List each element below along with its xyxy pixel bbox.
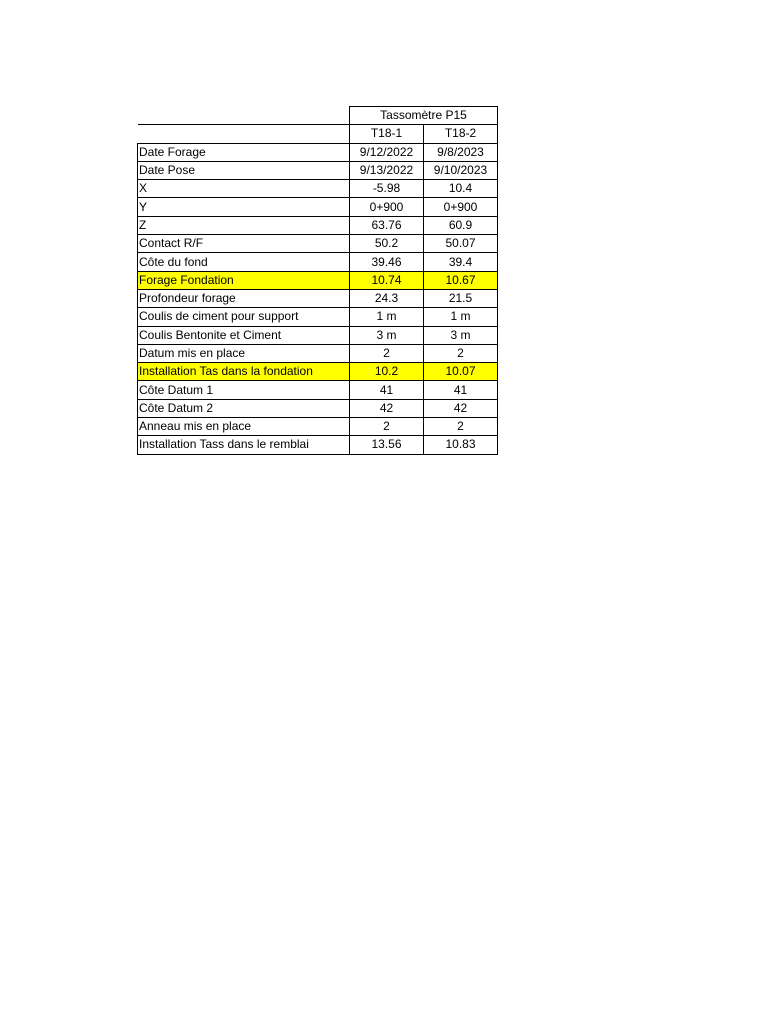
value-cell: 1 m (424, 308, 498, 326)
row-label-cell: Coulis de ciment pour support (138, 308, 350, 326)
row-label-cell: Côte Datum 2 (138, 399, 350, 417)
value-cell: 0+900 (350, 198, 424, 216)
table-row (138, 344, 498, 362)
value-cell: 24.3 (350, 289, 424, 307)
table-row (138, 180, 498, 198)
row-label-cell: Anneau mis en place (138, 418, 350, 436)
table-row (138, 198, 498, 216)
table-row (138, 271, 498, 289)
row-label-cell: Datum mis en place (138, 344, 350, 362)
row-label-cell: Installation Tass dans le remblai (138, 436, 350, 454)
value-cell: 0+900 (424, 198, 498, 216)
table-row (138, 161, 498, 179)
value-cell: 41 (350, 381, 424, 399)
value-cell: 39.46 (350, 253, 424, 271)
row-label-cell: Profondeur forage (138, 289, 350, 307)
row-label-cell: Date Pose (138, 161, 350, 179)
value-cell: 60.9 (424, 216, 498, 234)
value-cell: 42 (350, 399, 424, 417)
value-cell: 2 (424, 344, 498, 362)
value-cell: 3 m (350, 326, 424, 344)
value-cell: 13.56 (350, 436, 424, 454)
group-header-cell: Tassomètre P15 (350, 107, 498, 125)
column-header-t18-2: T18-2 (424, 125, 498, 143)
value-cell: 1 m (350, 308, 424, 326)
column-header-row (138, 125, 498, 143)
value-cell: 50.07 (424, 235, 498, 253)
table-row (138, 143, 498, 161)
value-cell: 10.2 (350, 363, 424, 381)
table-row (138, 308, 498, 326)
row-label-cell: Date Forage (138, 143, 350, 161)
table-row (138, 418, 498, 436)
row-label-cell: Côte Datum 1 (138, 381, 350, 399)
value-cell: 9/13/2022 (350, 161, 424, 179)
table-row (138, 436, 498, 454)
row-label-cell: X (138, 180, 350, 198)
value-cell: 41 (424, 381, 498, 399)
value-cell: 42 (424, 399, 498, 417)
data-table (137, 106, 498, 455)
value-cell: 2 (424, 418, 498, 436)
empty-corner-cell (138, 107, 350, 125)
table-row (138, 216, 498, 234)
value-cell: 63.76 (350, 216, 424, 234)
value-cell: 3 m (424, 326, 498, 344)
value-cell: 9/12/2022 (350, 143, 424, 161)
value-cell: 39.4 (424, 253, 498, 271)
row-label-cell: Forage Fondation (138, 271, 350, 289)
row-label-cell: Z (138, 216, 350, 234)
value-cell: 10.07 (424, 363, 498, 381)
table-row (138, 253, 498, 271)
value-cell: 9/10/2023 (424, 161, 498, 179)
row-label-cell: Côte du fond (138, 253, 350, 271)
column-header-t18-1: T18-1 (350, 125, 424, 143)
row-label-cell: Installation Tas dans la fondation (138, 363, 350, 381)
group-header-row (138, 107, 498, 125)
value-cell: 10.4 (424, 180, 498, 198)
table-row (138, 235, 498, 253)
value-cell: 2 (350, 344, 424, 362)
value-cell: 10.83 (424, 436, 498, 454)
table-row (138, 399, 498, 417)
empty-corner-cell (138, 125, 350, 143)
value-cell: 21.5 (424, 289, 498, 307)
table-body (138, 107, 498, 455)
row-label-cell: Contact R/F (138, 235, 350, 253)
value-cell: -5.98 (350, 180, 424, 198)
value-cell: 2 (350, 418, 424, 436)
value-cell: 10.67 (424, 271, 498, 289)
value-cell: 9/8/2023 (424, 143, 498, 161)
value-cell: 10.74 (350, 271, 424, 289)
value-cell: 50.2 (350, 235, 424, 253)
table-row (138, 381, 498, 399)
table-row (138, 289, 498, 307)
table-row (138, 363, 498, 381)
row-label-cell: Y (138, 198, 350, 216)
table-row (138, 326, 498, 344)
row-label-cell: Coulis Bentonite et Ciment (138, 326, 350, 344)
